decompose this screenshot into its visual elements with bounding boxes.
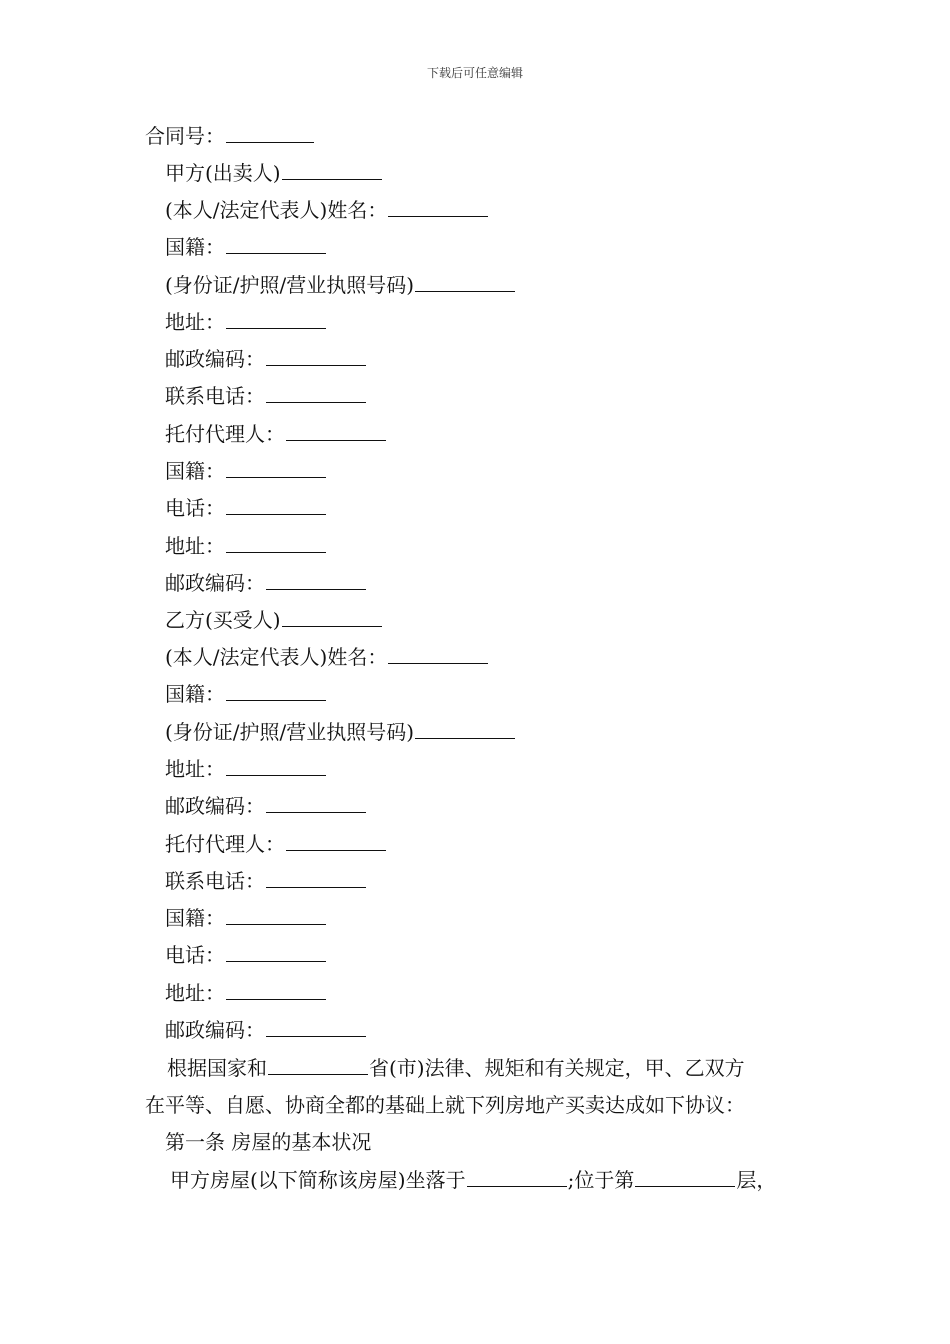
blank-field[interactable] (266, 382, 366, 403)
field-label: 国籍： (165, 906, 225, 930)
blank-field[interactable] (268, 1054, 368, 1075)
field-label: 联系电话： (165, 384, 265, 408)
blank-field[interactable] (415, 271, 515, 292)
field-line (165, 233, 327, 260)
paragraph-text: 省(市)法律、规矩和有关规定，甲、乙双方 (369, 1056, 745, 1080)
field-line (165, 159, 383, 186)
paragraph-text: 根据国家和 (167, 1056, 267, 1080)
blank-field[interactable] (226, 680, 326, 701)
field-label: 地址： (165, 981, 225, 1005)
field-label: 电话： (165, 943, 225, 967)
field-line (165, 643, 489, 670)
paragraph-text: 甲方房屋(以下简称该房屋)坐落于 (170, 1168, 466, 1192)
field-label: 邮政编码： (165, 1018, 265, 1042)
field-label: 联系电话： (165, 869, 265, 893)
blank-field[interactable] (266, 345, 366, 366)
paragraph-line (167, 1054, 745, 1081)
blank-field[interactable] (266, 569, 366, 590)
field-line (165, 308, 327, 335)
blank-field[interactable] (388, 643, 488, 664)
blank-field[interactable] (286, 420, 386, 441)
blank-field[interactable] (286, 830, 386, 851)
blank-field[interactable] (467, 1166, 567, 1187)
blank-field[interactable] (226, 494, 326, 515)
field-label: 国籍： (165, 682, 225, 706)
field-line (165, 904, 327, 931)
field-line (165, 271, 516, 298)
blank-field[interactable] (282, 606, 382, 627)
field-line (165, 830, 387, 857)
blank-field[interactable] (226, 755, 326, 776)
field-label: 国籍： (165, 235, 225, 259)
field-line (165, 494, 327, 521)
field-line (165, 979, 327, 1006)
blank-field[interactable] (266, 867, 366, 888)
field-line (165, 420, 387, 447)
contract-number-line (145, 122, 315, 149)
field-line (165, 792, 367, 819)
field-label: (身份证/护照/营业执照号码) (165, 720, 415, 744)
field-line (165, 718, 516, 745)
field-line (165, 196, 489, 223)
field-line (165, 457, 327, 484)
page-header-note: 下载后可任意编辑 (426, 66, 523, 80)
blank-field[interactable] (226, 233, 326, 254)
blank-field[interactable] (226, 122, 314, 143)
field-line (165, 606, 383, 633)
paragraph-line (145, 1092, 745, 1118)
field-line (165, 382, 367, 409)
field-label: 地址： (165, 757, 225, 781)
blank-field[interactable] (226, 532, 326, 553)
field-label: (本人/法定代表人)姓名： (165, 645, 388, 669)
field-line (165, 1016, 367, 1043)
field-label: 托付代理人： (165, 422, 285, 446)
field-line (165, 867, 367, 894)
field-label: 国籍： (165, 459, 225, 483)
blank-field[interactable] (415, 718, 515, 739)
field-line (165, 532, 327, 559)
blank-field[interactable] (226, 308, 326, 329)
blank-field[interactable] (282, 159, 382, 180)
field-label: 邮政编码： (165, 794, 265, 818)
field-line (165, 345, 367, 372)
article-title-text: 第一条 房屋的基本状况 (165, 1130, 372, 1154)
paragraph-text: 在平等、自愿、协商全都的基础上就下列房地产买卖达成如下协议： (145, 1093, 745, 1117)
field-line (165, 941, 327, 968)
field-label: 合同号： (145, 124, 225, 148)
field-label: 邮政编码： (165, 347, 265, 371)
blank-field[interactable] (226, 979, 326, 1000)
blank-field[interactable] (226, 941, 326, 962)
blank-field[interactable] (388, 196, 488, 217)
field-label: 电话： (165, 496, 225, 520)
field-label: 托付代理人： (165, 832, 285, 856)
blank-field[interactable] (226, 457, 326, 478)
field-label: 地址： (165, 310, 225, 334)
field-label: 甲方(出卖人) (165, 161, 281, 185)
blank-field[interactable] (266, 1016, 366, 1037)
blank-field[interactable] (266, 792, 366, 813)
blank-field[interactable] (226, 904, 326, 925)
field-label: 乙方(买受人) (165, 608, 281, 632)
paragraph-line (170, 1166, 776, 1193)
field-label: (身份证/护照/营业执照号码) (165, 273, 415, 297)
field-label: (本人/法定代表人)姓名： (165, 198, 388, 222)
paragraph-text: ;位于第 (567, 1168, 635, 1192)
blank-field[interactable] (635, 1166, 735, 1187)
field-label: 地址： (165, 534, 225, 558)
field-line (165, 755, 327, 782)
field-line (165, 680, 327, 707)
article-title (165, 1129, 371, 1155)
paragraph-text: 层， (736, 1168, 777, 1192)
field-line (165, 569, 367, 596)
field-label: 邮政编码： (165, 571, 265, 595)
